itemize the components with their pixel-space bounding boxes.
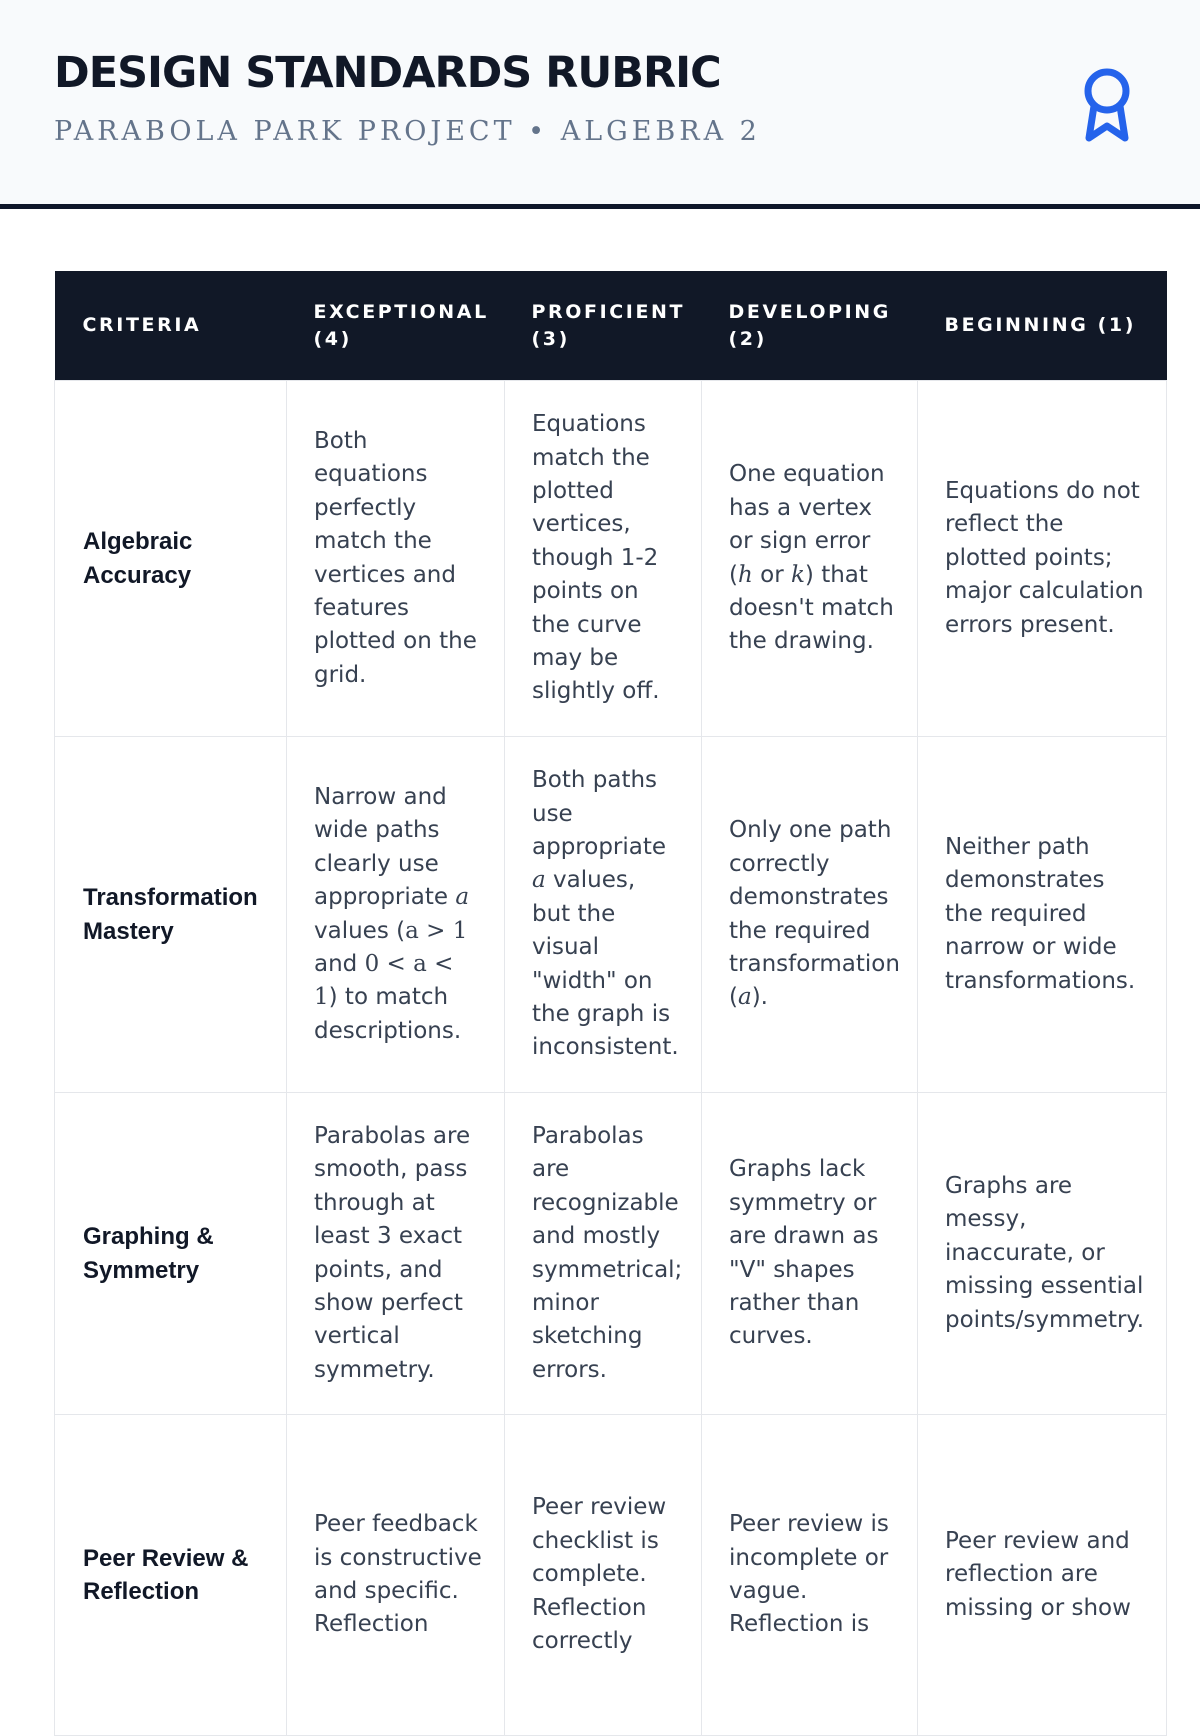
cell-text: ) that doesn't match the drawing. xyxy=(729,561,894,655)
math-expression: a > 1 xyxy=(405,917,468,944)
proficient-cell: Peer review checklist is complete. Reflection correctly xyxy=(505,1415,702,1736)
cell-text: values ( xyxy=(314,917,406,944)
math-variable: h xyxy=(737,561,753,588)
math-variable: k xyxy=(790,561,805,588)
beginning-cell: Equations do not reflect the plotted points; major calculation errors present. xyxy=(918,381,1167,737)
developing-cell xyxy=(702,737,918,1093)
criteria-cell: Graphing & Symmetry xyxy=(55,1093,287,1415)
column-header-beginning: BEGINNING (1) xyxy=(918,271,1167,381)
beginning-cell: Peer review and reflection are missing or show xyxy=(918,1415,1167,1736)
table-row xyxy=(55,737,1167,1093)
table-row xyxy=(55,1415,1167,1736)
column-header-developing: DEVELOPING (2) xyxy=(702,271,918,381)
criteria-cell: Algebraic Accuracy xyxy=(55,381,287,737)
table-row xyxy=(55,1093,1167,1415)
cell-text: values, but the visual "width" on the graph is inconsistent. xyxy=(532,867,679,1061)
exceptional-cell xyxy=(287,737,505,1093)
proficient-cell: Equations match the plotted vertices, though 1-2 points on the curve may be slightly off. xyxy=(505,381,702,737)
criteria-cell: Transformation Mastery xyxy=(55,737,287,1093)
beginning-cell: Graphs are messy, inaccurate, or missing essential points/symmetry. xyxy=(918,1093,1167,1415)
column-header-exceptional: EXCEPTIONAL (4) xyxy=(287,271,505,381)
developing-cell: Peer review is incomplete or vague. Reflection is xyxy=(702,1415,918,1736)
beginning-cell: Neither path demonstrates the required narrow or wide transformations. xyxy=(918,737,1167,1093)
cell-text: and xyxy=(314,950,365,977)
page-subtitle: PARABOLA PARK PROJECT • ALGEBRA 2 xyxy=(54,116,761,147)
math-variable: a xyxy=(455,884,470,911)
cell-text: ). xyxy=(751,984,768,1011)
exceptional-cell: Parabolas are smooth, pass through at least 3 exact points, and show perfect vertical symmetry. xyxy=(287,1093,505,1415)
rubric-table xyxy=(54,271,1167,1736)
math-variable: a xyxy=(532,867,546,894)
proficient-cell: Parabolas are recognizable and mostly symmetrical; minor sketching errors. xyxy=(505,1093,702,1415)
criteria-cell: Peer Review & Reflection xyxy=(55,1415,287,1736)
developing-cell: Graphs lack symmetry or are drawn as "V" shapes rather than curves. xyxy=(702,1093,918,1415)
cell-text: ) to match descriptions. xyxy=(314,984,462,1044)
table-header-row xyxy=(55,271,1167,381)
cell-text: Only one path correctly demonstrates the required transformation ( xyxy=(729,817,900,1011)
exceptional-cell: Both equations perfectly match the vertices and features plotted on the grid. xyxy=(287,381,505,737)
cell-text: Narrow and wide paths clearly use appropriate xyxy=(314,783,456,911)
exceptional-cell: Peer feedback is constructive and specific. Reflection xyxy=(287,1415,505,1736)
math-variable: a xyxy=(737,984,752,1011)
proficient-cell xyxy=(505,737,702,1093)
rubric-header xyxy=(0,0,1200,209)
column-header-criteria: CRITERIA xyxy=(55,271,287,381)
page-title: DESIGN STANDARDS RUBRIC xyxy=(54,48,721,98)
table-row xyxy=(55,381,1167,737)
column-header-proficient: PROFICIENT (3) xyxy=(505,271,702,381)
award-ribbon-icon xyxy=(1080,66,1134,146)
math-expression: 0 < a < 1 xyxy=(314,950,454,1011)
cell-text: Both paths use appropriate xyxy=(532,767,667,860)
cell-text: One equation has a vertex or sign error ( xyxy=(729,461,885,588)
cell-text: or xyxy=(752,561,791,588)
developing-cell xyxy=(702,381,918,737)
